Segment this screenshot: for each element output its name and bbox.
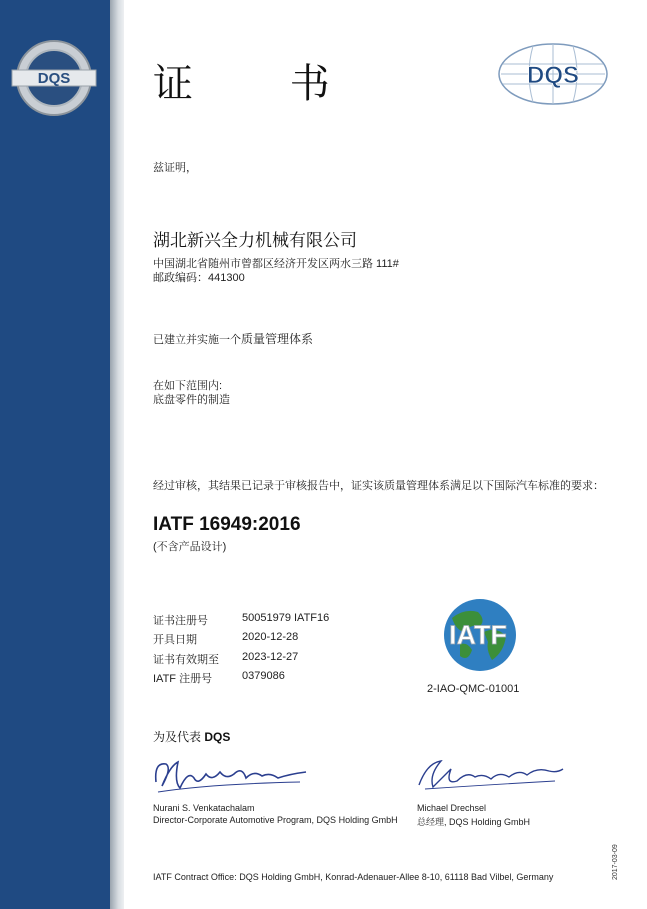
representation-prefix: 为及代表 xyxy=(153,730,205,744)
signatory-right-name: Michael Drechsel xyxy=(417,803,487,813)
representation-line xyxy=(153,728,230,745)
registration-value: 50051979 IATF16 xyxy=(242,612,330,624)
scope-value: 底盘零件的制造 xyxy=(153,394,230,406)
registration-label: 开具日期 xyxy=(153,634,197,646)
company-name: 湖北新兴全力机械有限公司 xyxy=(153,231,357,250)
certify-intro: 兹证明， xyxy=(153,162,197,174)
iatf-code: 2-IAO-QMC-01001 xyxy=(427,683,520,695)
company-postal: 邮政编码：441300 xyxy=(153,272,245,284)
dqs-logo-left xyxy=(8,38,100,118)
registration-value: 0379086 xyxy=(242,670,285,682)
sidebar-edge xyxy=(110,0,124,909)
company-address: 中国湖北省随州市曾都区经济开发区两水三路 111# xyxy=(153,258,399,270)
svg-text:DQS: DQS xyxy=(37,70,71,87)
registration-value: 2023-12-27 xyxy=(242,651,299,663)
iatf-globe-logo xyxy=(430,596,526,674)
page-title: 证 书 xyxy=(153,61,372,107)
standard-name: IATF 16949:2016 xyxy=(153,514,301,535)
signatory-left-name: Nurani S. Venkatachalam xyxy=(153,803,255,813)
signature-left xyxy=(150,752,310,800)
registration-label: 证书有效期至 xyxy=(153,654,219,666)
system-line-emphasis: 质量管理体系 xyxy=(241,332,314,346)
registration-value: 2020-12-28 xyxy=(242,631,299,643)
system-line xyxy=(153,330,313,347)
signatory-right-title: 总经理, DQS Holding GmbH xyxy=(417,817,531,827)
svg-text:DQS: DQS xyxy=(526,62,580,89)
footer-contract-office: IATF Contract Office: DQS Holding GmbH, Konrad-Adenauer-Allee 8-10, 61118 Bad Vilbel, Germany xyxy=(153,872,554,882)
scope-label: 在如下范围内: xyxy=(153,380,223,392)
registration-label: 证书注册号 xyxy=(153,615,208,627)
system-line-prefix: 已建立并实施一个 xyxy=(153,334,241,346)
standard-note: (不含产品设计) xyxy=(153,541,227,553)
signature-right xyxy=(415,755,565,799)
representation-org: DQS xyxy=(204,730,231,744)
svg-text:IATF: IATF xyxy=(449,620,507,650)
signatory-left-title: Director-Corporate Automotive Program, DQS Holding GmbH xyxy=(153,815,398,825)
audit-statement: 经过审核，其结果已记录于审核报告中，证实该质量管理体系满足以下国际汽车标准的要求： xyxy=(153,480,604,492)
registration-label: IATF 注册号 xyxy=(153,673,213,685)
dqs-logo-right xyxy=(497,42,609,106)
sidebar-band xyxy=(0,0,110,909)
form-date: 2017-03-09 xyxy=(612,844,619,880)
